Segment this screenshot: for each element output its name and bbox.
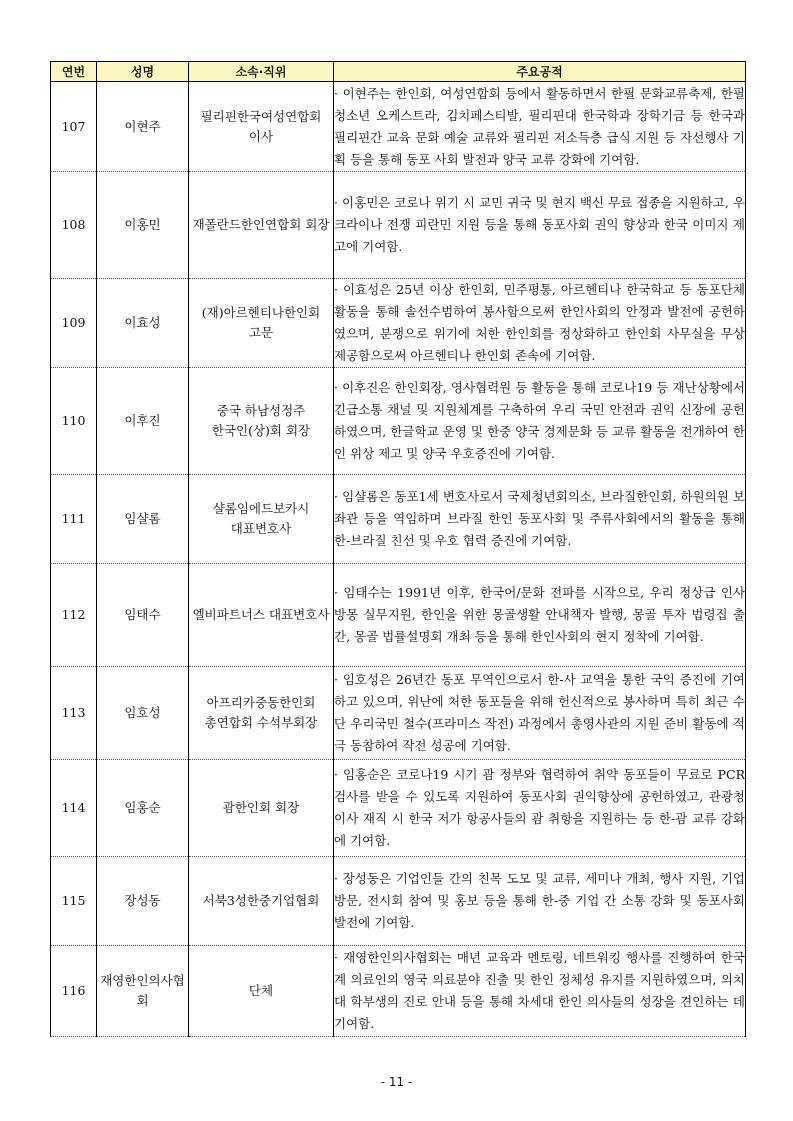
header-no: 연번 <box>51 62 97 82</box>
table-row <box>51 760 746 857</box>
row-affiliation <box>189 368 334 475</box>
row-affiliation <box>189 564 334 667</box>
affiliation-line: 재폴란드한인연합회 회장 <box>192 217 330 232</box>
table-row <box>51 82 746 172</box>
row-name: 임샬롬 <box>97 475 189 564</box>
row-affiliation <box>189 279 334 368</box>
row-name: 장성동 <box>97 857 189 946</box>
row-affiliation <box>189 857 334 946</box>
row-no: 109 <box>51 279 97 368</box>
header-achievement: 주요공적 <box>334 62 746 82</box>
row-no: 114 <box>51 760 97 857</box>
achievement-text: · 임호성은 26년간 동포 무역인으로서 한-사 교역을 통한 국익 증진에 기여하고 있으며, 위난에 처한 동포들을 위해 헌신적으로 봉사하며 특히 최근 수단 우리국민 철수(프라미스 작전) 과정에서 총영사관의 지원 준비 활동에 적극 동참하여 작전 성공에 기여함. <box>334 672 745 753</box>
row-affiliation <box>189 760 334 857</box>
row-affiliation <box>189 172 334 279</box>
table-row <box>51 172 746 279</box>
affiliation-line: 대표변호사 <box>230 521 292 536</box>
header-affiliation: 소속·직위 <box>189 62 334 82</box>
row-achievement <box>334 760 746 857</box>
row-no: 107 <box>51 82 97 172</box>
affiliation-line: 필리핀한국여성연합회 <box>200 108 322 124</box>
row-achievement <box>334 82 746 172</box>
row-achievement <box>334 564 746 667</box>
row-no: 116 <box>51 946 97 1037</box>
row-no: 115 <box>51 857 97 946</box>
affiliation-line: 중국 하남성정주 <box>216 403 306 418</box>
row-no: 112 <box>51 564 97 667</box>
affiliation-line: 한국인(상)회 회장 <box>211 423 311 438</box>
row-achievement <box>334 857 746 946</box>
row-affiliation <box>189 475 334 564</box>
affiliation-line: 엘비파트너스 대표변호사 <box>192 607 330 622</box>
table-header-row <box>51 62 746 82</box>
affiliation-line: 서북3성한중기업협회 <box>202 893 320 908</box>
row-name: 임태수 <box>97 564 189 667</box>
table-row <box>51 475 746 564</box>
row-achievement <box>334 172 746 279</box>
affiliation-line: 고문 <box>248 325 274 340</box>
table-row <box>51 946 746 1037</box>
page-number: - 11 - <box>380 1075 413 1089</box>
row-name: 이후진 <box>97 368 189 475</box>
achievement-text: · 장성동은 기업인들 간의 친목 도모 및 교류, 세미나 개최, 행사 지원, 기업 방문, 전시회 참여 및 홍보 등을 통해 한-중 기업 간 소통 강화 및 동포사회 발전에 기여함. <box>334 871 745 930</box>
row-achievement <box>334 667 746 760</box>
affiliation-line: 이사 <box>248 128 274 144</box>
affiliation-line: 괌한인회 회장 <box>222 800 300 815</box>
row-no: 108 <box>51 172 97 279</box>
row-name: 이홍민 <box>97 172 189 279</box>
row-name: 이효성 <box>97 279 189 368</box>
achievement-text: · 임샬롬은 동포1세 변호사로서 국제청년회의소, 브라질한인회, 하원의원 보좌관 등을 역임하며 브라질 한인 동포사회 및 주류사회에서의 활동을 통해 한-브라질 친선 및 우호 협력 증진에 기여함. <box>334 489 745 548</box>
row-affiliation <box>189 82 334 172</box>
row-achievement <box>334 475 746 564</box>
row-affiliation <box>189 946 334 1037</box>
achievement-text: · 임태수는 1991년 이후, 한국어/문화 전파를 시작으로, 우리 정상급 인사 방몽 실무지원, 한인을 위한 몽골생활 안내책자 발행, 몽골 투자 법령집 출간, 몽골 법률설명회 개최 등을 통해 한인사회의 현지 정착에 기여함. <box>334 585 745 644</box>
achievement-text: · 이홍민은 코로나 위기 시 교민 귀국 및 현지 백신 무료 접종을 지원하고, 우크라이나 전쟁 피란민 지원 등을 통해 동포사회 권익 향상과 한국 이미지 제고에 기여함. <box>334 195 745 254</box>
row-no: 111 <box>51 475 97 564</box>
row-affiliation <box>189 667 334 760</box>
achievement-text: · 이현주는 한인회, 여성연합회 등에서 활동하면서 한필 문화교류축제, 한필 청소년 오케스트라, 김치페스티발, 필리핀대 한국학과 장학기금 등 한국과 필리핀간 교육 문화 예술 교류와 필리핀 저소득층 급식 지원 등 자선행사 기획 등을 통해 동포 사회 발전과 양국 교류 강화에 기여함. <box>334 85 745 167</box>
affiliation-line: 총연합회 수석부회장 <box>204 715 318 730</box>
row-achievement <box>334 368 746 475</box>
row-name: 임홍순 <box>97 760 189 857</box>
table-row <box>51 857 746 946</box>
affiliation-line: (재)아르헨티나한인회 <box>201 305 321 320</box>
awards-table <box>50 61 746 1037</box>
achievement-text: · 임홍순은 코로나19 시기 괌 정부와 협력하여 취약 동포들이 무료로 PCR 검사를 받을 수 있도록 지원하여 동포사회 권익향상에 공헌하였고, 관광청 이사 재직 시 한국 저가 항공사들의 괌 취항을 지원하는 등 한-괌 교류 강화에 기여함. <box>334 767 745 848</box>
achievement-text: · 이효성은 25년 이상 한인회, 민주평통, 아르헨티나 한국학교 등 동포단체 활동을 통해 솔선수범하여 봉사함으로써 한인사회의 안정과 발전에 공헌하였으며, 분쟁으로 위기에 처한 한인회를 정상화하고 한인회 사무실을 무상 제공함으로써 아르헨티나 한인회 존속에 기여함. <box>334 282 745 363</box>
row-name: 이현주 <box>97 82 189 172</box>
affiliation-line: 단체 <box>248 983 274 998</box>
row-achievement <box>334 279 746 368</box>
row-name: 임호성 <box>97 667 189 760</box>
table-row <box>51 279 746 368</box>
row-name: 재영한인의사협회 <box>97 946 189 1037</box>
table-row <box>51 564 746 667</box>
achievement-text: · 재영한인의사협회는 매년 교육과 멘토링, 네트워킹 행사를 진행하여 한국계 의료인의 영국 의료분야 진출 및 한인 정체성 유지를 지원하였으며, 의치대 학부생의 진로 안내 등을 통해 차세대 한인 의사들의 성장을 견인하는 데 기여함. <box>334 950 745 1031</box>
affiliation-line: 샬롬임에드보카시 <box>212 501 310 516</box>
row-no: 110 <box>51 368 97 475</box>
header-name: 성명 <box>97 62 189 82</box>
table-row <box>51 667 746 760</box>
table-row <box>51 368 746 475</box>
affiliation-line: 아프리카중동한인회 <box>206 695 316 710</box>
row-no: 113 <box>51 667 97 760</box>
row-achievement <box>334 946 746 1037</box>
achievement-text: · 이후진은 한인회장, 영사협력원 등 활동을 통해 코로나19 등 재난상황에서 긴급소통 채널 및 지원체계를 구축하여 우리 국민 안전과 권익 신장에 공헌하였으며, 한글학교 운영 및 한중 양국 경제문화 등 교류 활동을 전개하여 한인 위상 제고 및 양국 우호증진에 기여함. <box>334 380 745 461</box>
